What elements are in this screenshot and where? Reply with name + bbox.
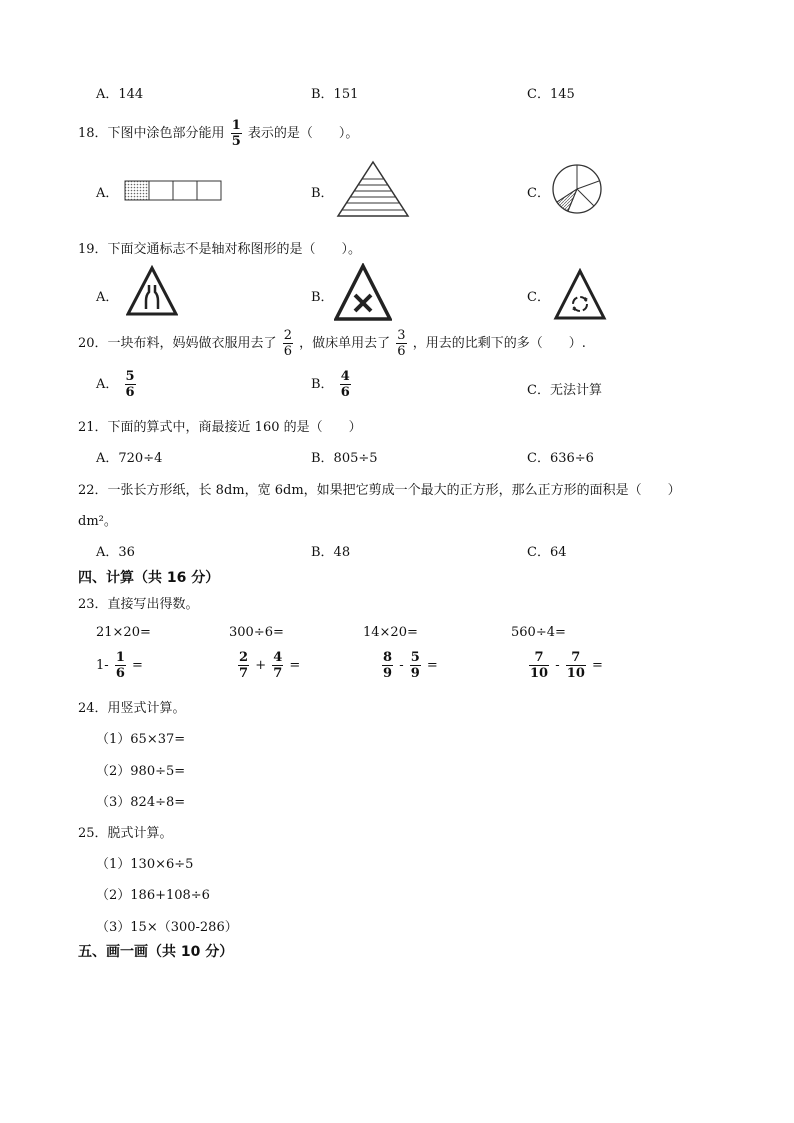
q20-a-label: A． — [96, 377, 119, 392]
q24-item-3: （3）824÷8= — [96, 795, 186, 810]
q20-question — [78, 328, 586, 359]
q20-b-den: 6 — [340, 385, 350, 400]
q23-item-7 — [380, 650, 438, 681]
q23-e1-fraction — [115, 650, 126, 681]
q18-frac-den: 5 — [231, 134, 241, 149]
q19-question: 19．下面交通标志不是轴对称图形的是（ ）。 — [78, 242, 362, 257]
q23-e4-d1: 10 — [530, 666, 549, 681]
q23-item-3: 14×20= — [363, 625, 418, 640]
q20-part3: ，用去的比剩下的多（ ）. — [412, 336, 586, 351]
q20-f1-den: 6 — [283, 344, 292, 359]
narrow-road-sign-icon — [126, 265, 178, 317]
q23-e3-n1: 8 — [383, 650, 393, 665]
q23-e2-post: = — [289, 658, 301, 673]
q18-frac-num: 1 — [231, 118, 241, 133]
q25-item-3: （3）15×（300-286） — [96, 920, 238, 935]
q25-item-2: （2）186+108÷6 — [96, 888, 210, 903]
q20-part1: 20．一块布料，妈妈做衣服用去了 — [78, 336, 277, 351]
q20-b-fraction — [340, 369, 351, 400]
q23-e2-op: + — [255, 658, 267, 673]
q18-prefix: 18．下图中涂色部分能用 — [78, 126, 225, 141]
q23-item-5 — [96, 650, 143, 681]
q23-e4-d2: 10 — [566, 666, 585, 681]
q23-e2-n1: 2 — [239, 650, 249, 665]
q23-item-4: 560÷4= — [511, 625, 566, 640]
triangle-figure — [336, 160, 410, 218]
q23-e2-d1: 7 — [239, 666, 249, 681]
q23-e1-post: = — [132, 658, 143, 673]
q23-e3-n2: 5 — [410, 650, 420, 665]
q21-option-a[interactable]: A．720÷4 — [96, 451, 163, 466]
q23-e3-post: = — [426, 658, 438, 673]
q22-question: 22．一张长方形纸，长 8dm，宽 6dm，如果把它剪成一个最大的正方形，那么正方形的面积是（ ） — [78, 483, 681, 498]
q23-item-6 — [236, 650, 300, 681]
q23-e4-f2 — [566, 650, 586, 681]
q20-fraction-2 — [396, 328, 406, 359]
q20-f2-den: 6 — [397, 344, 406, 359]
q24-item-1: （1）65×37= — [96, 732, 186, 747]
q23-e4-post: = — [592, 658, 603, 673]
q23-item-8 — [527, 650, 603, 681]
q23-e3-d2: 9 — [410, 666, 420, 681]
q23-e1-pre: 1- — [96, 658, 109, 673]
q25-item-1: （1）130×6÷5 — [96, 857, 194, 872]
q20-b-num: 4 — [340, 369, 350, 384]
q24-question: 24．用竖式计算。 — [78, 701, 186, 716]
q23-e4-f1 — [529, 650, 549, 681]
q24-item-2: （2）980÷5= — [96, 764, 186, 779]
roundabout-sign-icon — [553, 268, 607, 322]
q20-part2: ，做床单用去了 — [299, 336, 391, 351]
q20-a-num: 5 — [125, 369, 135, 384]
q18-option-a[interactable]: A． — [96, 186, 119, 201]
q21-question: 21．下面的算式中，商最接近 160 的是（ ） — [78, 420, 362, 435]
q20-f1-num: 2 — [283, 328, 292, 343]
q25-question: 25．脱式计算。 — [78, 826, 173, 841]
circle-figure — [552, 162, 602, 216]
q23-item-2: 300÷6= — [229, 625, 284, 640]
q23-e2-f1 — [238, 650, 249, 681]
q23-e2-n2: 4 — [273, 650, 283, 665]
q22-unit: dm²。 — [78, 514, 117, 529]
q18-option-b[interactable]: B． — [311, 186, 334, 201]
q18-option-c[interactable]: C． — [527, 186, 550, 201]
q20-f2-num: 3 — [397, 328, 406, 343]
q23-e3-d1: 9 — [383, 666, 393, 681]
q22-option-b[interactable]: B．48 — [311, 545, 351, 560]
q23-e3-f2 — [410, 650, 421, 681]
q17-option-c[interactable]: C．145 — [527, 87, 575, 102]
q22-option-c[interactable]: C．64 — [527, 545, 567, 560]
q22-option-a[interactable]: A．36 — [96, 545, 135, 560]
q20-option-a[interactable] — [96, 369, 138, 400]
crossroad-sign-icon — [334, 263, 392, 323]
q21-option-c[interactable]: C．636÷6 — [527, 451, 594, 466]
q17-option-b[interactable]: B．151 — [311, 87, 359, 102]
section-4-heading: 四、计算（共 16 分） — [78, 570, 220, 586]
section-5-heading: 五、画一画（共 10 分） — [78, 944, 234, 960]
q18-suffix: 表示的是（ ）。 — [247, 126, 359, 141]
q23-e2-d2: 7 — [273, 666, 283, 681]
q23-e4-op: - — [555, 658, 560, 673]
q17-option-a[interactable]: A．144 — [96, 87, 144, 102]
q18-fraction — [231, 118, 242, 149]
q23-question: 23．直接写出得数。 — [78, 597, 199, 612]
q20-b-label: B． — [311, 377, 334, 392]
q23-e2-f2 — [272, 650, 283, 681]
q23-e4-n1: 7 — [529, 650, 549, 666]
q19-option-c[interactable]: C． — [527, 290, 550, 305]
strip-figure — [124, 180, 224, 202]
q20-option-c[interactable]: C．无法计算 — [527, 383, 602, 398]
q20-a-fraction — [125, 369, 136, 400]
q23-e1-num: 1 — [115, 650, 125, 665]
q20-option-b[interactable] — [311, 369, 353, 400]
q20-a-den: 6 — [125, 385, 135, 400]
q23-e1-den: 6 — [115, 666, 125, 681]
q21-option-b[interactable]: B．805÷5 — [311, 451, 378, 466]
q23-e3-op: - — [399, 658, 404, 673]
q19-option-a[interactable]: A． — [96, 290, 119, 305]
q23-e4-n2: 7 — [566, 650, 586, 666]
q23-e3-f1 — [382, 650, 393, 681]
q18-question — [78, 118, 358, 149]
q20-fraction-1 — [283, 328, 293, 359]
q23-item-1: 21×20= — [96, 625, 151, 640]
q19-option-b[interactable]: B． — [311, 290, 334, 305]
